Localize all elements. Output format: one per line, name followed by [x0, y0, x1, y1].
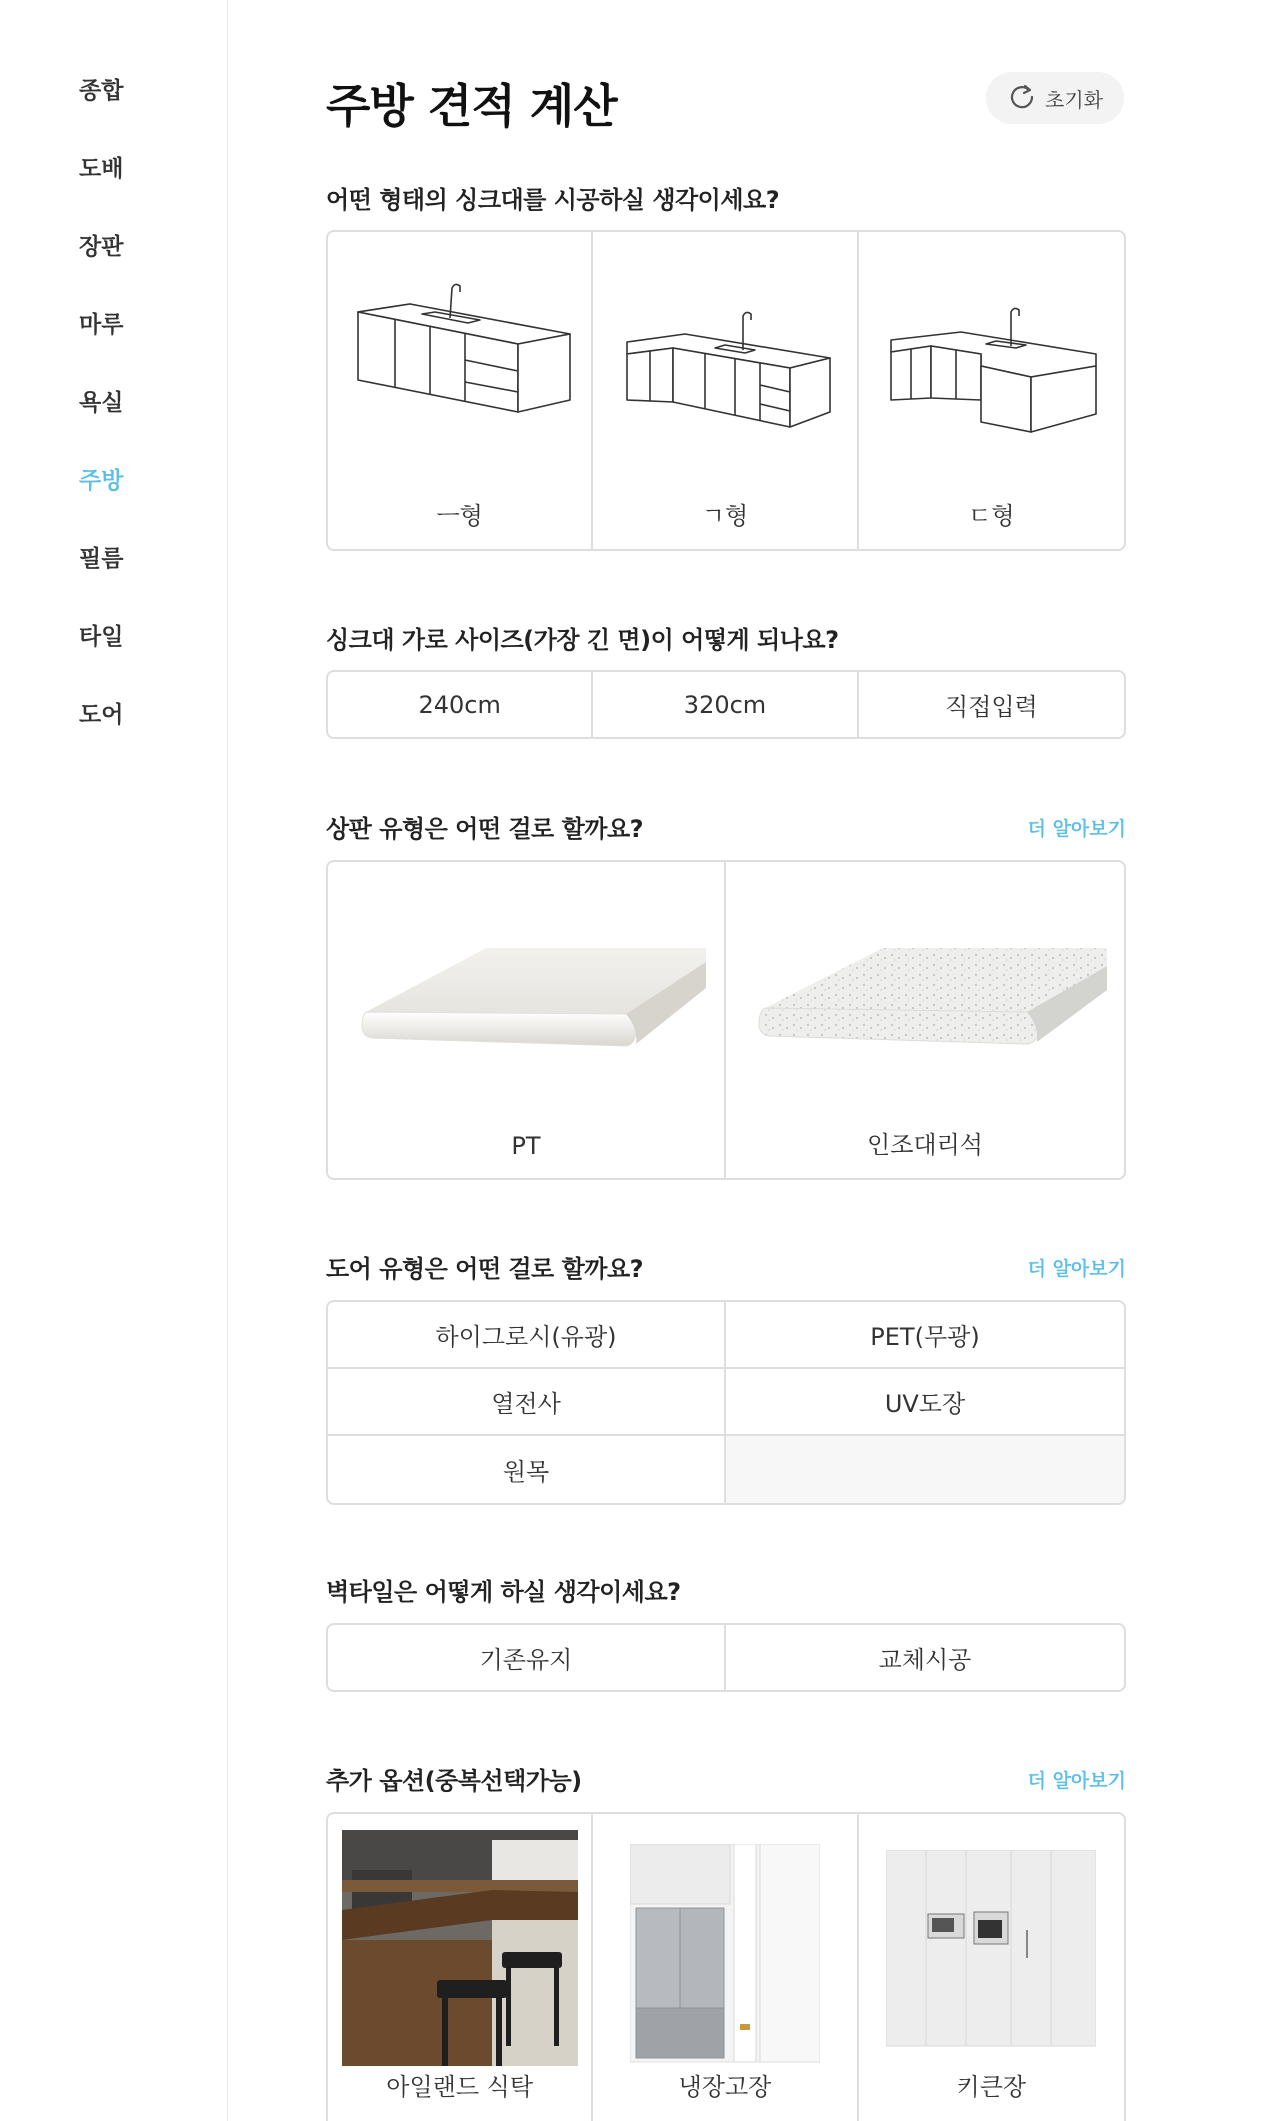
sink-shape-options: [326, 230, 1126, 551]
sidebar-item-bathroom[interactable]: 욕실: [79, 390, 124, 416]
page-title: 주방 견적 계산: [326, 79, 617, 133]
sink-size-320-option[interactable]: 320cm: [593, 672, 858, 737]
extra-option-island-table[interactable]: [328, 1814, 593, 2121]
reset-label: 초기화: [1045, 87, 1103, 112]
u-shape-sink-illustration: [859, 232, 1124, 482]
sink-size-custom-option[interactable]: 직접입력: [944, 693, 1038, 721]
reset-button[interactable]: [986, 72, 1124, 124]
wall-tile-replace-option[interactable]: 교체시공: [878, 1646, 972, 1674]
door-type-heat-transfer-option[interactable]: 열전사: [328, 1369, 726, 1436]
refresh-icon: [1007, 81, 1037, 116]
sink-size-options: [326, 670, 1126, 739]
sidebar-item-total[interactable]: 종합: [79, 78, 124, 104]
artificial-marble-countertop-image: [726, 862, 1124, 1132]
door-type-options: [326, 1300, 1126, 1505]
sidebar-item-wallpaper[interactable]: 도배: [79, 156, 124, 182]
sink-shape-u-label: ㄷ형: [968, 502, 1015, 530]
island-table-photo: [328, 1814, 591, 2066]
sink-size-240-option[interactable]: 240cm: [328, 672, 593, 737]
countertop-pt-option[interactable]: [328, 862, 726, 1178]
door-type-empty-cell: [726, 1436, 1124, 1503]
extra-options-question: 추가 옵션(중복선택가능): [326, 1767, 582, 1795]
extra-option-tall-cabinet-label: 키큰장: [956, 2073, 1027, 2101]
countertop-question: 상판 유형은 어떤 걸로 할까요?: [326, 815, 644, 843]
sidebar-item-door[interactable]: 도어: [79, 702, 124, 728]
sidebar-item-flooring-sheet[interactable]: 장판: [79, 234, 124, 260]
sidebar: [0, 0, 228, 2121]
door-type-pet-option[interactable]: PET(무광): [726, 1302, 1124, 1369]
countertop-options: [326, 860, 1126, 1180]
countertop-more-link[interactable]: 더 알아보기: [1027, 818, 1126, 840]
l-shape-sink-illustration: [593, 232, 856, 482]
extra-option-fridge-cabinet[interactable]: [593, 1814, 858, 2121]
countertop-marble-option[interactable]: [726, 862, 1124, 1178]
sink-shape-question: 어떤 형태의 싱크대를 시공하실 생각이세요?: [326, 186, 780, 214]
door-type-more-link[interactable]: 더 알아보기: [1027, 1258, 1126, 1280]
countertop-marble-label: 인조대리석: [867, 1131, 983, 1159]
door-type-high-gloss-option[interactable]: 하이그로시(유광): [328, 1302, 726, 1369]
sidebar-item-kitchen[interactable]: 주방: [79, 468, 124, 494]
sink-shape-straight-option[interactable]: [328, 232, 593, 549]
extra-option-tall-cabinet[interactable]: [859, 1814, 1124, 2121]
extra-options-options: [326, 1812, 1126, 2121]
countertop-pt-label: PT: [511, 1132, 541, 1160]
extra-options-more-link[interactable]: 더 알아보기: [1027, 1770, 1126, 1792]
wall-tile-question: 벽타일은 어떻게 하실 생각이세요?: [326, 1578, 681, 1606]
extra-option-fridge-cabinet-label: 냉장고장: [678, 2073, 772, 2101]
fridge-cabinet-photo: [593, 1814, 856, 2074]
door-type-uv-paint-option[interactable]: UV도장: [726, 1369, 1124, 1436]
extra-option-island-table-label: 아일랜드 식탁: [386, 2073, 534, 2101]
straight-sink-illustration: [328, 232, 591, 482]
door-type-solid-wood-option[interactable]: 원목: [328, 1436, 726, 1503]
sidebar-item-tile[interactable]: 타일: [79, 624, 124, 650]
sink-size-question: 싱크대 가로 사이즈(가장 긴 면)이 어떻게 되나요?: [326, 626, 839, 654]
wall-tile-keep-option[interactable]: 기존유지: [328, 1625, 726, 1690]
sink-shape-straight-label: ㅡ형: [436, 502, 483, 530]
sidebar-item-wood-floor[interactable]: 마루: [79, 312, 124, 338]
wall-tile-options: [326, 1623, 1126, 1692]
door-type-question: 도어 유형은 어떤 걸로 할까요?: [326, 1255, 644, 1283]
sidebar-item-film[interactable]: 필름: [79, 546, 124, 572]
tall-cabinet-photo: [859, 1814, 1124, 2050]
pt-countertop-image: [328, 862, 724, 1132]
sink-shape-l-label: ㄱ형: [701, 502, 749, 530]
sink-shape-u-option[interactable]: [859, 232, 1124, 549]
sink-shape-l-option[interactable]: [593, 232, 858, 549]
